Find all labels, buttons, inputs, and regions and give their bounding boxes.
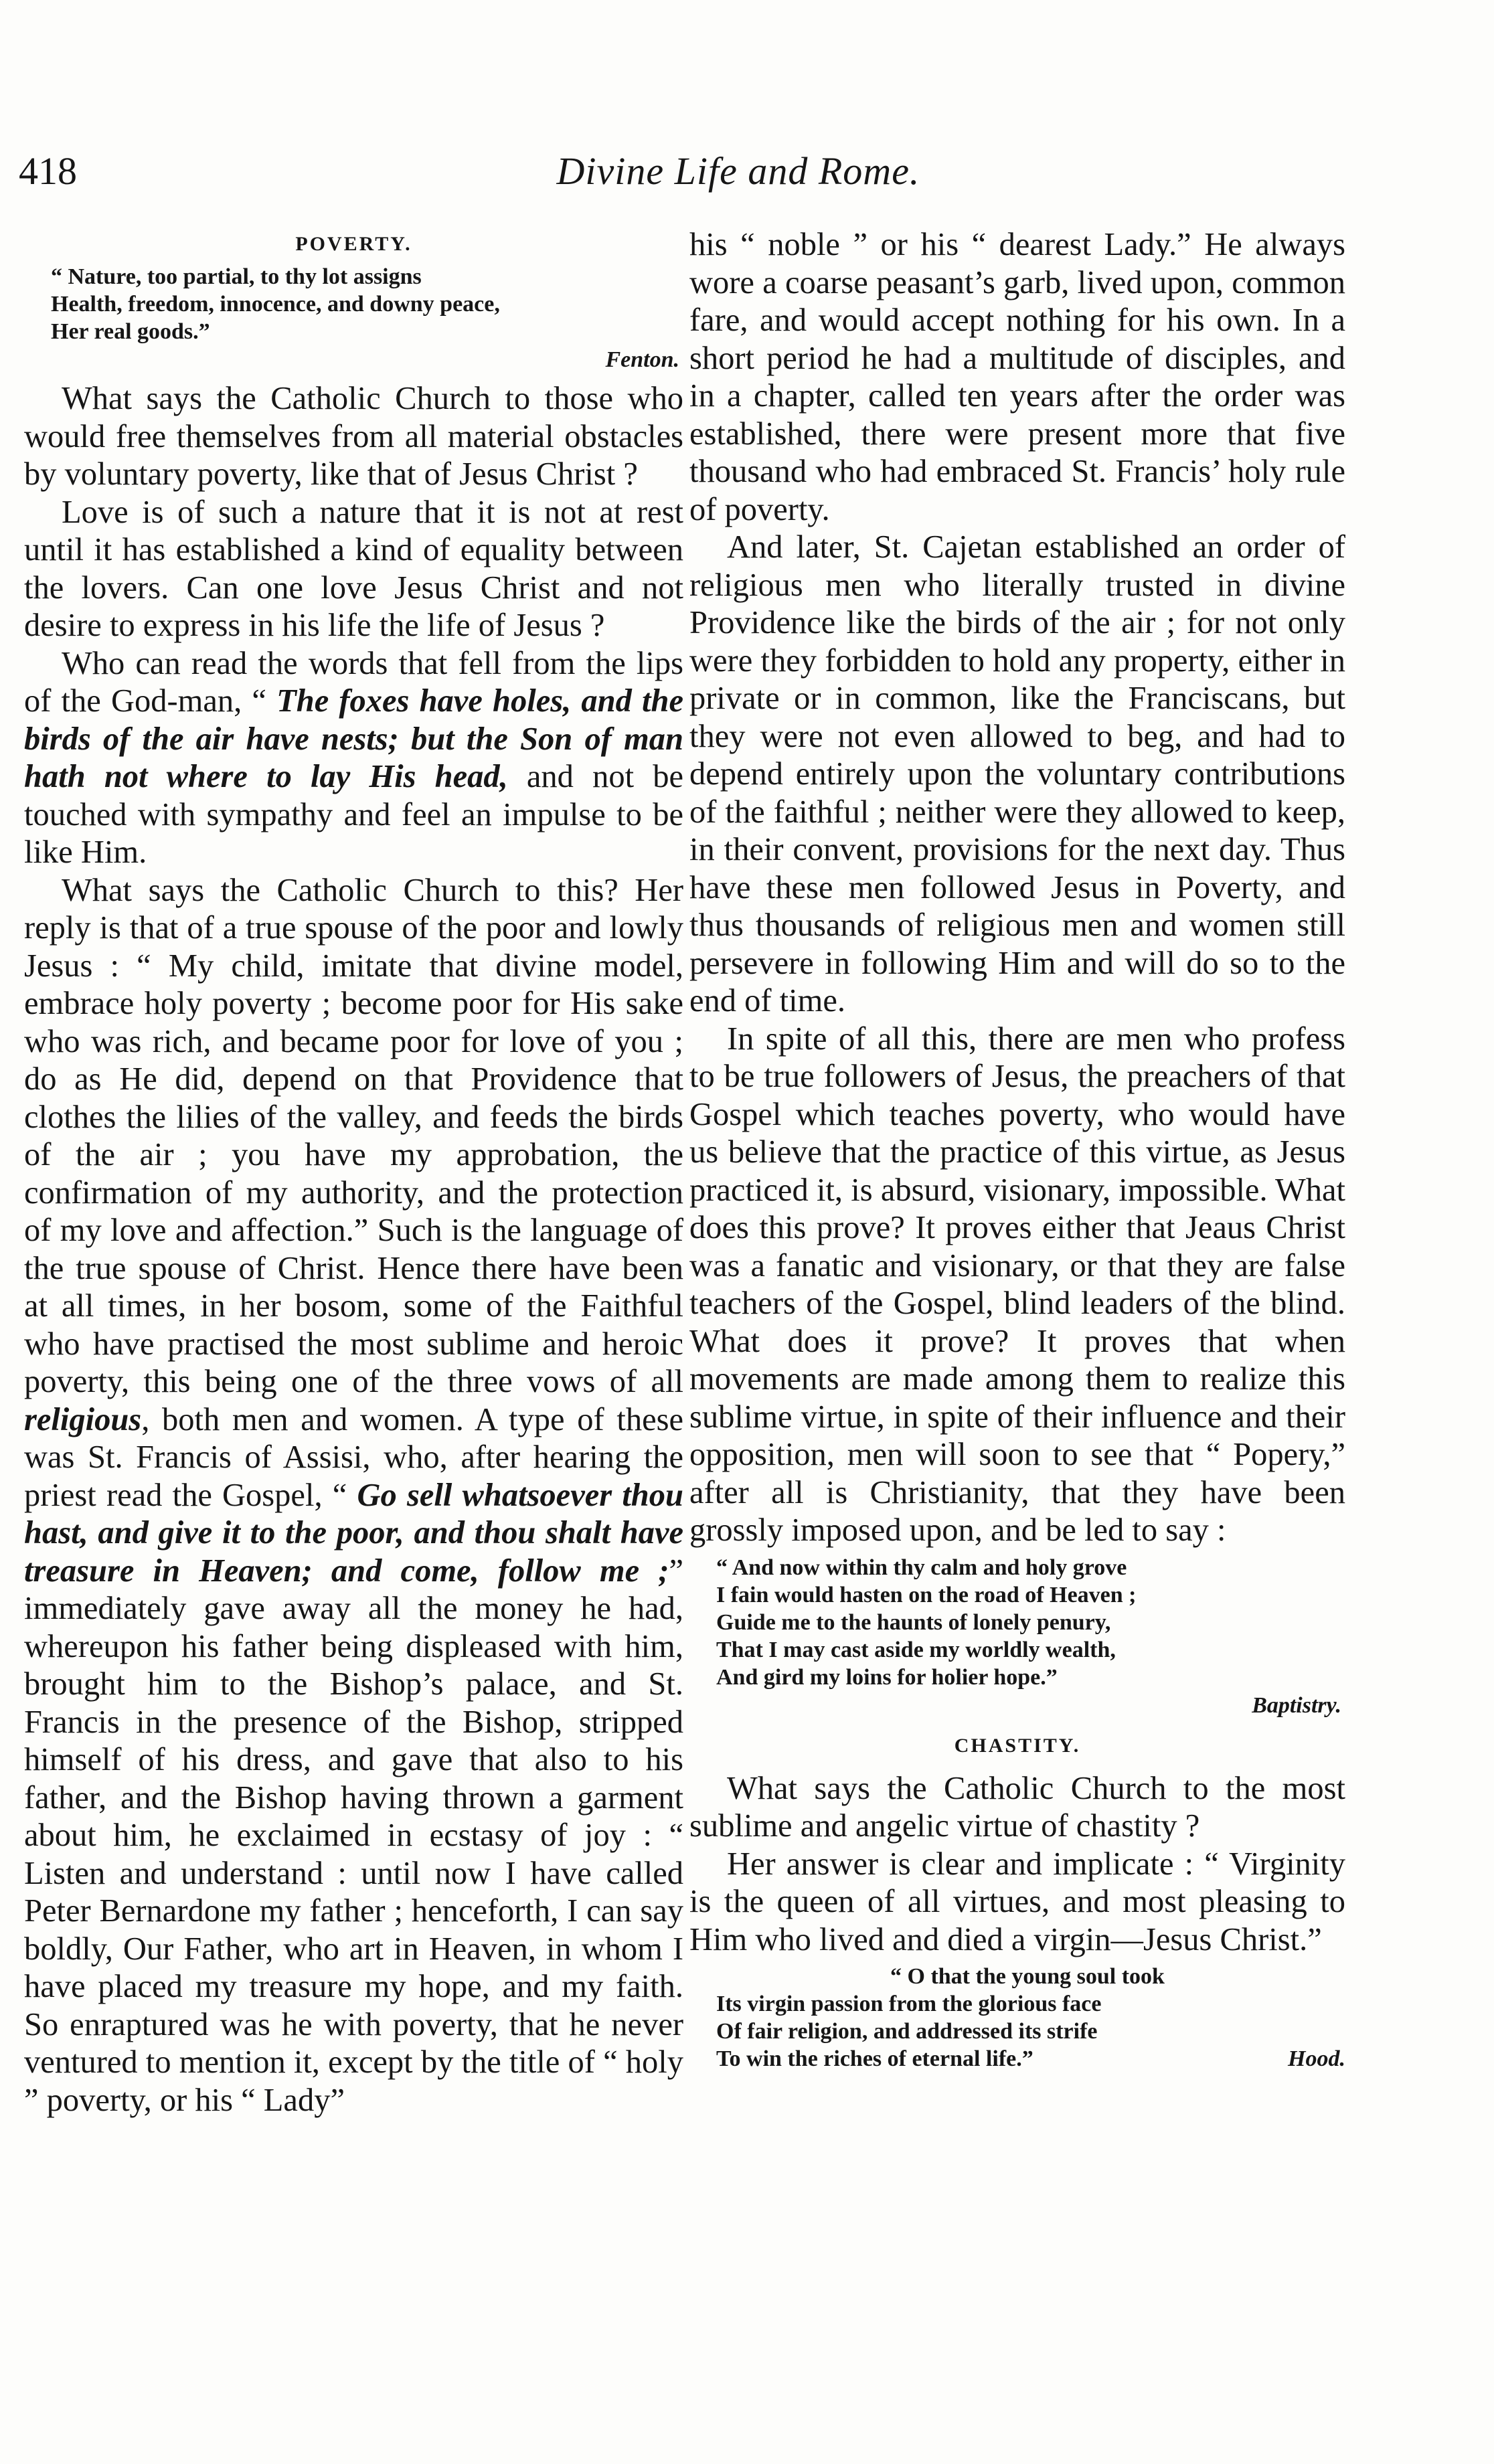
verse-line: “ And now within thy calm and holy grove — [716, 1555, 1127, 1580]
page-header — [19, 149, 1458, 209]
text-run: ” immediately gave away all the money he had, whereupon his father being displeased with him, brought him to the Bishop’s palace, and St. Francis in the presence of the Bishop, stripped himself of his dress, and gave that also to his father, and the Bishop having thrown a garment about him, he exclaimed in ecstasy of joy : “ Listen and understand : until now I have called Peter Bernardone my father ; henceforth, I can say boldly, Our Father, who art in Heaven, in whom I have placed my treasure my hope, and my faith. So enraptured was he with poverty, that he never ventured to mention it, except by the title of “ holy ” poverty, or his “ Lady” — [24, 1553, 683, 2118]
epigraph-poverty — [24, 263, 683, 375]
verse-line: Her real goods.” — [51, 319, 210, 344]
text-run: , both men and women. A type of these was St. Francis of Assisi, who, after hearing the priest read the Gospel, “ — [24, 1401, 683, 1513]
section-heading-poverty: POVERTY. — [295, 233, 412, 255]
paragraph: And later, St. Cajetan established an order of religious men who literally trusted in divine Providence like the birds of the air ; for not only were they forbidden to hold any property, either in private or in common, like the Franciscans, but they were not even allowed to beg, and had to depend entirely upon the voluntary contributions of the faithful ; neither were they allowed to keep, in their convent, provisions for the next day. Thus have these men followed Jesus in Poverty, and thus thousands of religious men and women still persevere in following Him and will do so to the end of time. — [689, 529, 1345, 1019]
verse-line: And gird my loins for holier hope.” — [716, 1664, 1058, 1690]
text-run: and not be touched with sympathy and feel an impulse to be like Him. — [24, 759, 684, 870]
text-run: Who can read the words that fell from the lips of the God-man, “ — [24, 645, 683, 719]
epigraph-attribution: Fenton. — [605, 347, 679, 372]
verse-line: “ O that the young soul took — [890, 1964, 1165, 1989]
verse-line: Guide me to the haunts of lonely penury, — [716, 1609, 1111, 1635]
paragraph: What says the Catholic Church to those who would free themselves from all material obstacles by voluntary poverty, like that of Jesus Christ ? — [24, 381, 683, 492]
left-column — [24, 231, 683, 2119]
verse-line: Health, freedom, innocence, and downy peace, — [51, 292, 500, 317]
page-number: 418 — [19, 149, 77, 193]
right-column — [689, 226, 1345, 2078]
verse-baptistry — [689, 1554, 1345, 1721]
paragraph: Her answer is clear and implicate : “ Virginity is the queen of all virtues, and most pleasing to Him who lived and died a virgin—Jesus Christ.” — [689, 1846, 1345, 1957]
verse-line: Of fair religion, and addressed its strife — [716, 2019, 1098, 2044]
verse-line: Its virgin passion from the glorious face — [716, 1992, 1102, 2016]
running-title: Divine Life and Rome. — [556, 149, 920, 193]
text-run: What says the Catholic Church to this? Her reply is that of a true spouse of the poor and lowly Jesus : “ My child, imitate that divine model, embrace holy poverty ; become poor for His sake who was rich, and became poor for love of you ; do as He did, depend on that Providence that clothes the lilies of the valley, and feeds the birds of the air ; you have my approbation, the confirmation of my authority, and the protection of my love and affection.” Such is the language of the true spouse of Christ. Hence there have been at all times, in her bosom, some of the Faithful who have practised the most sublime and heroic poverty, this being one of the three vows of all — [24, 872, 683, 1399]
emphasis: religious — [24, 1401, 142, 1437]
paragraph — [24, 645, 683, 872]
verse-line: That I may cast aside my worldly wealth, — [716, 1637, 1116, 1662]
section-heading-chastity: CHASTITY. — [954, 1734, 1081, 1757]
verse-attribution: Baptistry. — [1252, 1692, 1341, 1718]
verse-line — [716, 2045, 1345, 2073]
verse-attribution: Hood. — [1288, 2046, 1345, 2071]
paragraph: What says the Catholic Church to the most sublime and angelic virtue of chastity ? — [689, 1770, 1345, 1844]
scripture-quote: The foxes have holes, and the birds of the air have nests; but the Son of man hath not where to lay His head, — [24, 683, 683, 794]
verse-line: I fain would hasten on the road of Heaven ; — [716, 1582, 1137, 1607]
scripture-quote: Go sell whatsoever thou hast, and give it to the poor, and thou shalt have treasure in Heaven; and come, follow me ; — [24, 1477, 683, 1589]
verse-hood — [689, 1963, 1345, 2073]
paragraph: Love is of such a nature that it is not at rest until it has established a kind of equality between the lovers. Can one love Jesus Christ and not desire to express in his life the life of Jesus ? — [24, 494, 683, 643]
paragraph — [24, 872, 683, 2120]
paragraph: his “ noble ” or his “ dearest Lady.” He always wore a coarse peasant’s garb, lived upon, common fare, and would accept nothing for his own. In a short period he had a multitude of disciples, and in a chapter, called ten years after the order was established, there were present more that five thousand who had embraced St. Francis’ holy rule of poverty. — [689, 227, 1345, 527]
verse-line-text: To win the riches of eternal life.” — [716, 2046, 1033, 2071]
verse-line: “ Nature, too partial, to thy lot assigns — [51, 264, 422, 289]
paragraph: In spite of all this, there are men who profess to be true followers of Jesus, the preachers of that Gospel which teaches poverty, who would have us believe that the practice of this virtue, as Jesus practiced it, is absurd, visionary, impossible. What does this prove? It proves either that Jeaus Christ was a fanatic and visionary, or that they are false teachers of the Gospel, blind leaders of the blind. What does it prove? It proves that when movements are made among them to realize this sublime virtue, in spite of their influence and their opposition, men will soon to see that “ Popery,” after all is Christianity, that they have been grossly imposed upon, and be led to say : — [689, 1021, 1345, 1548]
